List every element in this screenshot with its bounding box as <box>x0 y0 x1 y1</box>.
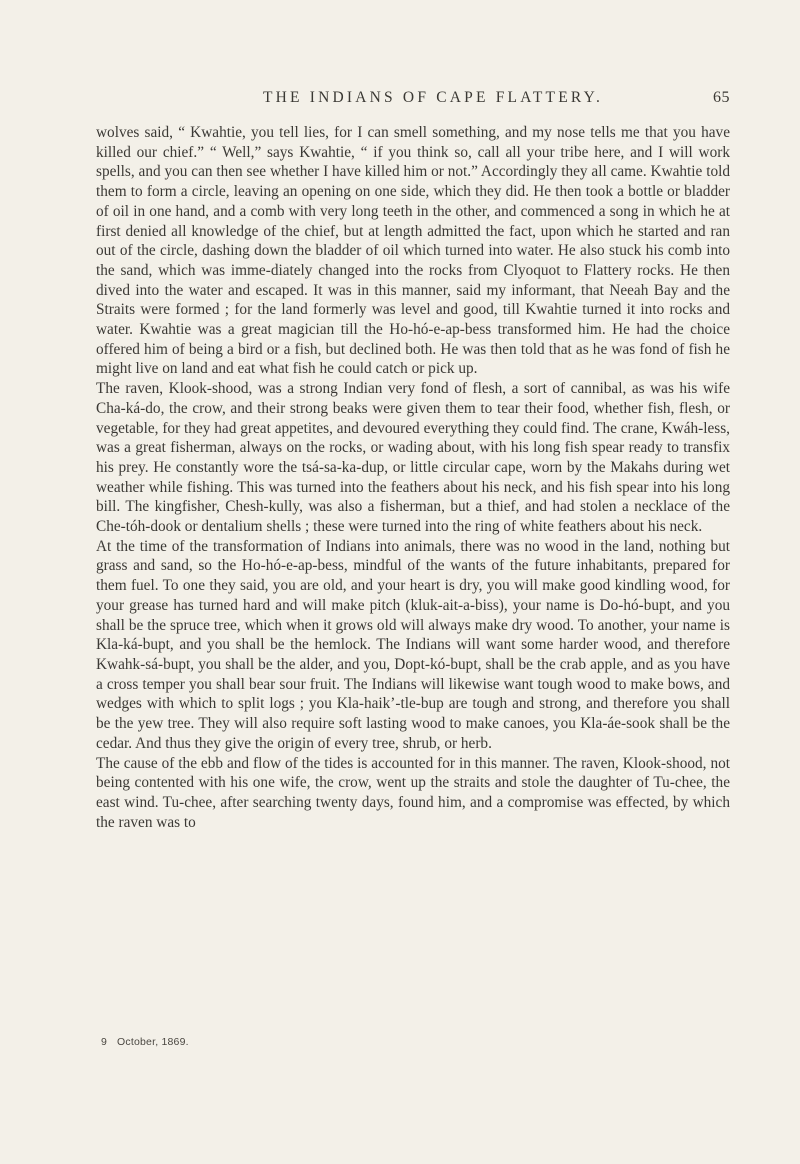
signature-mark: 9 <box>101 1036 108 1048</box>
signature-date: October, 1869. <box>117 1036 189 1048</box>
paragraph-raven: The raven, Klook-shood, was a strong Indian very fond of flesh, a sort of cannibal, as was his wife Cha-ká-do, the crow, and their strong beaks were given them to tear their food, whether fish, flesh, or vegetable, for they had great appetites, and devoured everything they could find. The crane, Kwáh-less, was a great fisherman, always on the rocks, or wading about, with his long fish spear ready to transfix his prey. He constantly wore the tsá-sa-ka-dup, or little circular cape, worn by the Makahs during wet weather while fishing. This was turned into the feathers about his neck, and his fish spear into his long bill. The kingfisher, Chesh-kully, was also a fisherman, but a thief, and had stolen a necklace of the Che-tóh-dook or dentalium shells ; these were turned into the ring of white feathers about his neck. <box>96 380 730 536</box>
printer-signature <box>101 1036 199 1048</box>
body-text <box>96 123 730 832</box>
paragraph-transformation: At the time of the transformation of Indians into animals, there was no wood in the land, nothing but grass and sand, so the Ho-hó-e-ap-bess, mindful of the wants of the future inhabitants, prepared for them fuel. To one they said, you are old, and your heart is dry, you will make good kindling wood, for your grease has turned hard and will make pitch (kluk-ait-a-biss), your name is Do-hó-bupt, and you shall be the spruce tree, which when it grows old will always make dry wood. To another, your name is Kla-ká-bupt, and you shall be the hemlock. The Indians will want some harder wood, and therefore Kwahk-sá-bupt, you shall be the alder, and you, Dopt-kó-bupt, shall be the crab apple, and as you have a cross temper you shall bear sour fruit. The Indians will likewise want tough wood to make bows, and wedges with which to split logs ; you Kla-haik’-tle-bup are tough and strong, and therefore you shall be the yew tree. They will also require soft lasting wood to make canoes, you Kla-áe-sook shall be the cedar. And thus they give the origin of every tree, shrub, or herb. <box>96 537 730 752</box>
page-number: 65 <box>713 89 730 106</box>
running-title: THE INDIANS OF CAPE FLATTERY. <box>262 89 604 106</box>
paragraph-wolves: wolves said, “ Kwahtie, you tell lies, for I can smell something, and my nose tells me that you have killed our chief.” “ Well,” says Kwahtie, “ if you think so, call all your tribe here, and I will work spells, and you can then see whether I have killed him or not.” Accordingly they all came. Kwahtie told them to form a circle, leaving an opening on one side, which they did. He then took a bottle or bladder of oil in one hand, and a comb with very long teeth in the other, and commenced a song in which he at first denied all knowledge of the chief, but at length admitted the fact, upon which he started and ran out of the circle, dashing down the bladder of oil which turned into water. He also stuck his comb into the sand, which was imme-diately changed into the rocks from Clyoquot to Flattery rocks. He then dived into the water and escaped. It was in this manner, said my informant, that Neeah Bay and the Straits were formed ; for the land formerly was level and good, till Kwahtie turned it into rocks and water. Kwahtie was a great magician till the Ho-hó-e-ap-bess transformed him. He had the choice offered him of being a bird or a fish, but declined both. He was then told that as he was fond of fish he might live on land and eat what fish he could catch or pick up. <box>96 124 730 378</box>
running-head <box>96 89 730 115</box>
paragraph-tides: The cause of the ebb and flow of the tides is accounted for in this manner. The raven, Klook-shood, not being contented with his one wife, the crow, went up the straits and stole the daughter of Tu-chee, the east wind. Tu-chee, after searching twenty days, found him, and a compromise was effected, by which the raven was to <box>96 754 730 831</box>
